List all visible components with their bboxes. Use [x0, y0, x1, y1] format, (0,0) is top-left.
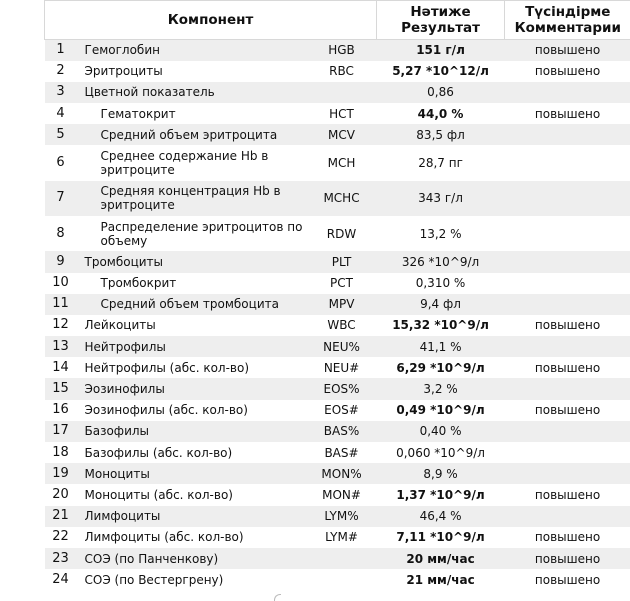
row-number: 9: [45, 251, 77, 272]
comment-value: [505, 294, 630, 315]
row-number: 4: [45, 103, 77, 124]
comment-value: [505, 463, 630, 484]
row-number: 6: [45, 145, 77, 180]
result-value: 0,49 *10^9/л: [377, 400, 505, 421]
result-value: 151 г/л: [377, 40, 505, 61]
component-name: Средний объем тромбоцита: [77, 294, 307, 315]
row-number: 13: [45, 336, 77, 357]
component-code: EOS#: [307, 400, 377, 421]
component-name: [77, 181, 307, 216]
comment-value: повышено: [505, 527, 630, 548]
table-row: [45, 400, 630, 421]
row-number: 5: [45, 124, 77, 145]
component-name-line: Среднее содержание Hb в: [101, 149, 269, 163]
result-value: 21 мм/час: [377, 569, 505, 590]
comment-value: [505, 273, 630, 294]
result-value: 1,37 *10^9/л: [377, 484, 505, 505]
row-number: 20: [45, 484, 77, 505]
component-name: Эозинофилы: [77, 378, 307, 399]
blood-test-results-table: [44, 0, 630, 590]
result-value: 13,2 %: [377, 216, 505, 251]
component-code: HCT: [307, 103, 377, 124]
comment-value: повышено: [505, 400, 630, 421]
comment-value: повышено: [505, 357, 630, 378]
component-name: СОЭ (по Вестергрену): [77, 569, 307, 590]
result-value: 9,4 фл: [377, 294, 505, 315]
result-value: 20 мм/час: [377, 548, 505, 569]
table-row: [45, 336, 630, 357]
comment-value: [505, 145, 630, 180]
result-value: 0,310 %: [377, 273, 505, 294]
result-column-header: [377, 1, 505, 40]
component-code: MON#: [307, 484, 377, 505]
comment-value: повышено: [505, 569, 630, 590]
comment-value: [505, 216, 630, 251]
comment-header-russian: Комментарии: [515, 20, 621, 36]
table-row: [45, 484, 630, 505]
result-value: 343 г/л: [377, 181, 505, 216]
component-code: BAS%: [307, 421, 377, 442]
component-name: [77, 145, 307, 180]
table-row: [45, 463, 630, 484]
table-row: [45, 61, 630, 82]
row-number: 14: [45, 357, 77, 378]
result-value: 44,0 %: [377, 103, 505, 124]
component-name-line: Распределение эритроцитов по: [101, 220, 303, 234]
result-value: 0,060 *10^9/л: [377, 442, 505, 463]
table-row: [45, 442, 630, 463]
comment-value: повышено: [505, 484, 630, 505]
component-name: СОЭ (по Панченкову): [77, 548, 307, 569]
result-value: 326 *10^9/л: [377, 251, 505, 272]
component-code: BAS#: [307, 442, 377, 463]
comment-value: повышено: [505, 61, 630, 82]
comment-value: [505, 124, 630, 145]
row-number: 22: [45, 527, 77, 548]
component-code: MCV: [307, 124, 377, 145]
comment-value: повышено: [505, 103, 630, 124]
result-header-kazakh: Нәтиже: [410, 4, 470, 20]
comment-value: [505, 421, 630, 442]
component-name-line: объему: [101, 234, 148, 248]
component-code: HGB: [307, 40, 377, 61]
component-code: LYM%: [307, 506, 377, 527]
table-row: [45, 273, 630, 294]
table-row: [45, 506, 630, 527]
result-value: 0,86: [377, 82, 505, 103]
component-name: Тромбоциты: [77, 251, 307, 272]
comment-value: [505, 506, 630, 527]
table-row: [45, 294, 630, 315]
table-body: [45, 40, 630, 591]
component-name: Средний объем эритроцита: [77, 124, 307, 145]
table-row: [45, 315, 630, 336]
component-code: [307, 569, 377, 590]
row-number: 19: [45, 463, 77, 484]
table-row: [45, 40, 630, 61]
component-name: Эозинофилы (абс. кол-во): [77, 400, 307, 421]
result-value: 3,2 %: [377, 378, 505, 399]
component-code: RDW: [307, 216, 377, 251]
component-code: MCHC: [307, 181, 377, 216]
component-code: PLT: [307, 251, 377, 272]
component-name: Базофилы (абс. кол-во): [77, 442, 307, 463]
component-code: [307, 548, 377, 569]
result-value: 6,29 *10^9/л: [377, 357, 505, 378]
component-name: Гемоглобин: [77, 40, 307, 61]
row-number: 21: [45, 506, 77, 527]
component-code: MON%: [307, 463, 377, 484]
component-code: LYM#: [307, 527, 377, 548]
component-code: NEU#: [307, 357, 377, 378]
component-code: WBC: [307, 315, 377, 336]
component-name: Лимфоциты (абс. кол-во): [77, 527, 307, 548]
component-name: Тромбокрит: [77, 273, 307, 294]
component-column-header: Компонент: [45, 1, 377, 40]
component-name: Базофилы: [77, 421, 307, 442]
row-number: 12: [45, 315, 77, 336]
table-row: [45, 181, 630, 216]
result-value: 41,1 %: [377, 336, 505, 357]
row-number: 16: [45, 400, 77, 421]
component-code: PCT: [307, 273, 377, 294]
row-number: 18: [45, 442, 77, 463]
component-name-line: эритроците: [101, 198, 175, 212]
comment-column-header: [505, 1, 630, 40]
table-row: [45, 145, 630, 180]
header-row: [45, 1, 630, 40]
component-name: Гематокрит: [77, 103, 307, 124]
row-number: 23: [45, 548, 77, 569]
result-value: 5,27 *10^12/л: [377, 61, 505, 82]
comment-value: повышено: [505, 548, 630, 569]
component-name: Моноциты (абс. кол-во): [77, 484, 307, 505]
comment-value: [505, 336, 630, 357]
table-row: [45, 548, 630, 569]
result-value: 0,40 %: [377, 421, 505, 442]
component-code: RBC: [307, 61, 377, 82]
table-row: [45, 569, 630, 590]
lab-results-sheet: [44, 0, 630, 590]
result-header-russian: Результат: [401, 20, 480, 36]
result-value: 28,7 пг: [377, 145, 505, 180]
comment-value: [505, 442, 630, 463]
comment-value: повышено: [505, 40, 630, 61]
result-value: 7,11 *10^9/л: [377, 527, 505, 548]
row-number: 15: [45, 378, 77, 399]
comment-value: [505, 181, 630, 216]
component-name-line: Средняя концентрация Hb в: [101, 184, 281, 198]
table-row: [45, 124, 630, 145]
table-row: [45, 421, 630, 442]
row-number: 8: [45, 216, 77, 251]
component-name: Нейтрофилы: [77, 336, 307, 357]
table-header: [45, 1, 630, 40]
table-row: [45, 251, 630, 272]
comment-value: повышено: [505, 315, 630, 336]
result-value: 83,5 фл: [377, 124, 505, 145]
component-name: Моноциты: [77, 463, 307, 484]
component-code: NEU%: [307, 336, 377, 357]
result-value: 15,32 *10^9/л: [377, 315, 505, 336]
component-code: [307, 82, 377, 103]
component-code: EOS%: [307, 378, 377, 399]
table-row: [45, 103, 630, 124]
comment-value: [505, 378, 630, 399]
row-number: 10: [45, 273, 77, 294]
comment-value: [505, 82, 630, 103]
table-row: [45, 378, 630, 399]
component-code: MCH: [307, 145, 377, 180]
result-value: 8,9 %: [377, 463, 505, 484]
component-name: Лейкоциты: [77, 315, 307, 336]
table-row: [45, 216, 630, 251]
row-number: 2: [45, 61, 77, 82]
table-row: [45, 357, 630, 378]
component-name: Цветной показатель: [77, 82, 307, 103]
row-number: 1: [45, 40, 77, 61]
component-name: [77, 216, 307, 251]
row-number: 3: [45, 82, 77, 103]
comment-value: [505, 251, 630, 272]
component-code: MPV: [307, 294, 377, 315]
component-name: Нейтрофилы (абс. кол-во): [77, 357, 307, 378]
table-row: [45, 527, 630, 548]
component-name: Лимфоциты: [77, 506, 307, 527]
row-number: 17: [45, 421, 77, 442]
row-number: 24: [45, 569, 77, 590]
result-value: 46,4 %: [377, 506, 505, 527]
component-name: Эритроциты: [77, 61, 307, 82]
table-row: [45, 82, 630, 103]
comment-header-kazakh: Түсіндірме: [525, 4, 610, 20]
row-number: 11: [45, 294, 77, 315]
component-name-line: эритроците: [101, 163, 175, 177]
row-number: 7: [45, 181, 77, 216]
